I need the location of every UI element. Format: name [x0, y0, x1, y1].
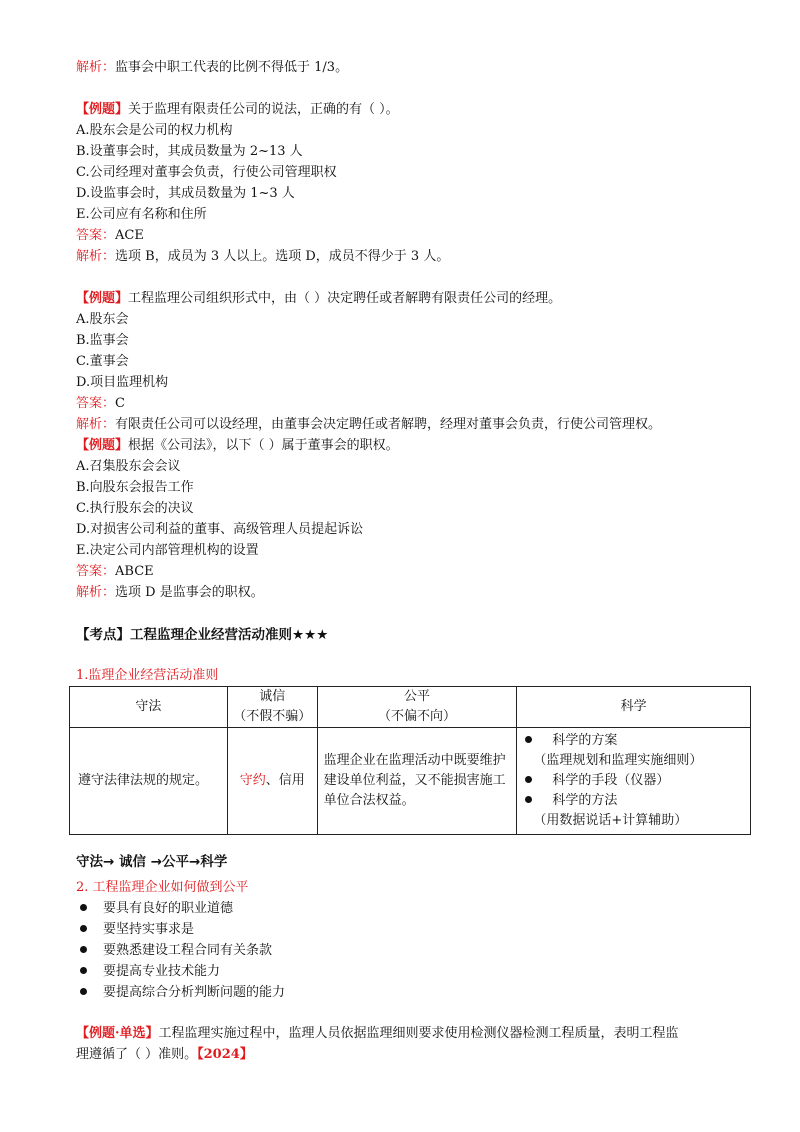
bullet-icon [80, 904, 87, 911]
question-stem: 【例题】工程监理公司组织形式中，由（ ）决定聘任或者解聘有限责任公司的经理。 [76, 291, 562, 306]
bullet-icon [80, 925, 87, 932]
bullet-icon [525, 776, 532, 783]
analysis-line: 解析：选项 B，成员为 3 人以上。选项 D，成员不得少于 3 人。 [76, 249, 450, 264]
bullet-icon [525, 736, 532, 743]
question-stem: 【例题】根据《公司法》，以下（ ）属于董事会的职权。 [76, 438, 399, 453]
subsection-title: 1.监理企业经营活动准则 [76, 668, 219, 683]
option: C.公司经理对董事会负责，行使公司管理职权 [76, 165, 337, 180]
list-item: 要具有良好的职业道德 [80, 899, 233, 919]
header-fairness: 公平 （不偏不向） [317, 687, 517, 728]
option: D.设监事会时，其成员数量为 1~3 人 [76, 186, 295, 201]
rules-table [69, 686, 751, 835]
question-stem-continued: 理遵循了（ ）准则。【2024】 [76, 1047, 253, 1062]
list-item: 要提高综合分析判断问题的能力 [80, 983, 285, 1003]
analysis-line: 解析：监事会中职工代表的比例不得低于 1/3。 [76, 60, 349, 75]
list-item: 科学的方法 [523, 791, 744, 811]
option: B.设董事会时，其成员数量为 2~13 人 [76, 144, 303, 159]
option: B.向股东会报告工作 [76, 480, 194, 495]
option: C.执行股东会的决议 [76, 501, 194, 516]
question-stem: 【例题·单选】工程监理实施过程中，监理人员依据监理细则要求使用检测仪器检测工程质量，表明工程监 [76, 1026, 679, 1041]
cell-science: 科学的方案 （监理规划和监理实施细则） 科学的手段（仪器） 科学的方法 （用数据说话+计算辅助） [517, 728, 751, 835]
bullet-icon [80, 946, 87, 953]
header-science: 科学 [517, 687, 751, 728]
bullet-icon [525, 796, 532, 803]
option: D.项目监理机构 [76, 375, 169, 390]
option: B.监事会 [76, 333, 129, 348]
list-item: 科学的方案 [523, 731, 744, 751]
section-heading: 【考点】工程监理企业经营活动准则★★★ [76, 627, 329, 643]
table-header-row [70, 687, 751, 728]
answer-line: 答案：ABCE [76, 564, 154, 579]
list-item: 要提高专业技术能力 [80, 962, 220, 982]
subsection-title: 2. 工程监理企业如何做到公平 [76, 880, 249, 895]
bullet-icon [80, 988, 87, 995]
option: A.股东会 [76, 312, 129, 327]
header-honesty: 诚信 （不假不骗） [227, 687, 317, 728]
option: E.公司应有名称和住所 [76, 207, 207, 222]
list-item: 科学的手段（仪器） [523, 771, 744, 791]
bullet-icon [80, 967, 87, 974]
list-item: 要熟悉建设工程合同有关条款 [80, 941, 272, 961]
analysis-line: 解析：选项 D 是监事会的职权。 [76, 585, 264, 600]
list-item: 要坚持实事求是 [80, 920, 194, 940]
analysis-line: 解析：有限责任公司可以设经理，由董事会决定聘任或者解聘，经理对董事会负责，行使公司管理权。 [76, 417, 662, 432]
option: C.董事会 [76, 354, 129, 369]
option: D.对损害公司利益的董事、高级管理人员提起诉讼 [76, 522, 364, 537]
header-law: 守法 [70, 687, 228, 728]
answer-line: 答案：C [76, 396, 125, 411]
option: E.决定公司内部管理机构的设置 [76, 543, 259, 558]
flow-summary: 守法→ 诚信 →公平→科学 [76, 854, 228, 870]
cell-fairness: 监理企业在监理活动中既要维护建设单位利益，又不能损害施工单位合法权益。 [317, 728, 517, 835]
question-stem: 【例题】关于监理有限责任公司的说法，正确的有（ ）。 [76, 102, 399, 117]
option: A.召集股东会会议 [76, 459, 181, 474]
table-row [70, 728, 751, 835]
cell-law: 遵守法律法规的规定。 [70, 728, 228, 835]
cell-honesty: 守约、信用 [227, 728, 317, 835]
answer-line: 答案：ACE [76, 228, 144, 243]
option: A.股东会是公司的权力机构 [76, 123, 233, 138]
